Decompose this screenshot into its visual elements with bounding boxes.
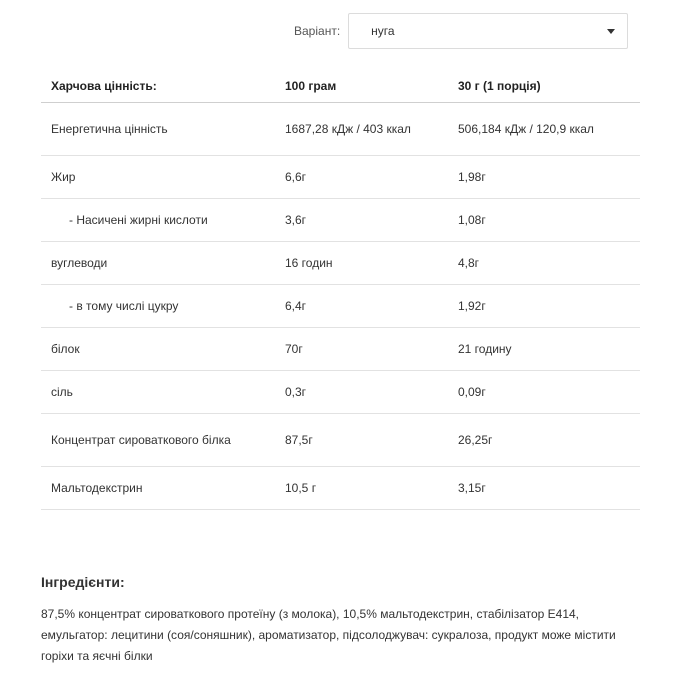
value-per-100g: 1687,28 кДж / 403 ккал xyxy=(275,103,448,156)
nutrient-name: Енергетична цінність xyxy=(41,103,275,156)
variant-selector xyxy=(294,12,628,50)
nutrition-table xyxy=(41,70,640,510)
value-per-serving: 4,8г xyxy=(448,242,640,285)
value-per-serving: 1,08г xyxy=(448,199,640,242)
nutrient-name: вуглеводи xyxy=(41,242,275,285)
table-header-row xyxy=(41,70,640,103)
table-row xyxy=(41,199,640,242)
nutrient-name: білок xyxy=(41,328,275,371)
table-row xyxy=(41,285,640,328)
nutrient-name: - в тому числі цукру xyxy=(41,285,275,328)
table-row xyxy=(41,467,640,510)
table-row xyxy=(41,242,640,285)
value-per-100g: 3,6г xyxy=(275,199,448,242)
ingredients-text: 87,5% концентрат сироваткового протеїну (з молока), 10,5% мальтодекстрин, стабілізатор Е414, емульгатор: лецитини (соя/соняшник), ароматизатор, підсолоджувач: сукралоза, продукт може містити горіхи та яєчні білки xyxy=(41,607,616,663)
value-per-100g: 70г xyxy=(275,328,448,371)
value-per-serving: 506,184 кДж / 120,9 ккал xyxy=(448,103,640,156)
table-row xyxy=(41,103,640,156)
table-row xyxy=(41,328,640,371)
value-per-serving: 1,98г xyxy=(448,156,640,199)
nutrient-name: - Насичені жирні кислоти xyxy=(41,199,275,242)
ingredients-title: Інгредієнти: xyxy=(41,574,125,590)
variant-label: Варіант: xyxy=(294,24,341,38)
value-per-serving: 21 годину xyxy=(448,328,640,371)
header-per-100g: 100 грам xyxy=(275,70,448,103)
value-per-100g: 0,3г xyxy=(275,371,448,414)
header-nutrition: Харчова цінність: xyxy=(41,70,275,103)
table-row xyxy=(41,414,640,467)
value-per-100g: 16 годин xyxy=(275,242,448,285)
table-row xyxy=(41,156,640,199)
nutrient-name: сіль xyxy=(41,371,275,414)
value-per-100g: 6,4г xyxy=(275,285,448,328)
variant-dropdown[interactable] xyxy=(348,13,628,49)
value-per-serving: 3,15г xyxy=(448,467,640,510)
table-row xyxy=(41,371,640,414)
value-per-100g: 10,5 г xyxy=(275,467,448,510)
value-per-100g: 6,6г xyxy=(275,156,448,199)
value-per-serving: 26,25г xyxy=(448,414,640,467)
value-per-serving: 1,92г xyxy=(448,285,640,328)
value-per-serving: 0,09г xyxy=(448,371,640,414)
variant-selected-value: нуга xyxy=(371,24,395,38)
nutrient-name: Мальтодекстрин xyxy=(41,467,275,510)
chevron-down-icon xyxy=(607,29,615,34)
nutrient-name: Концентрат сироваткового білка xyxy=(41,414,275,467)
value-per-100g: 87,5г xyxy=(275,414,448,467)
header-per-serving: 30 г (1 порція) xyxy=(448,70,640,103)
nutrient-name: Жир xyxy=(41,156,275,199)
